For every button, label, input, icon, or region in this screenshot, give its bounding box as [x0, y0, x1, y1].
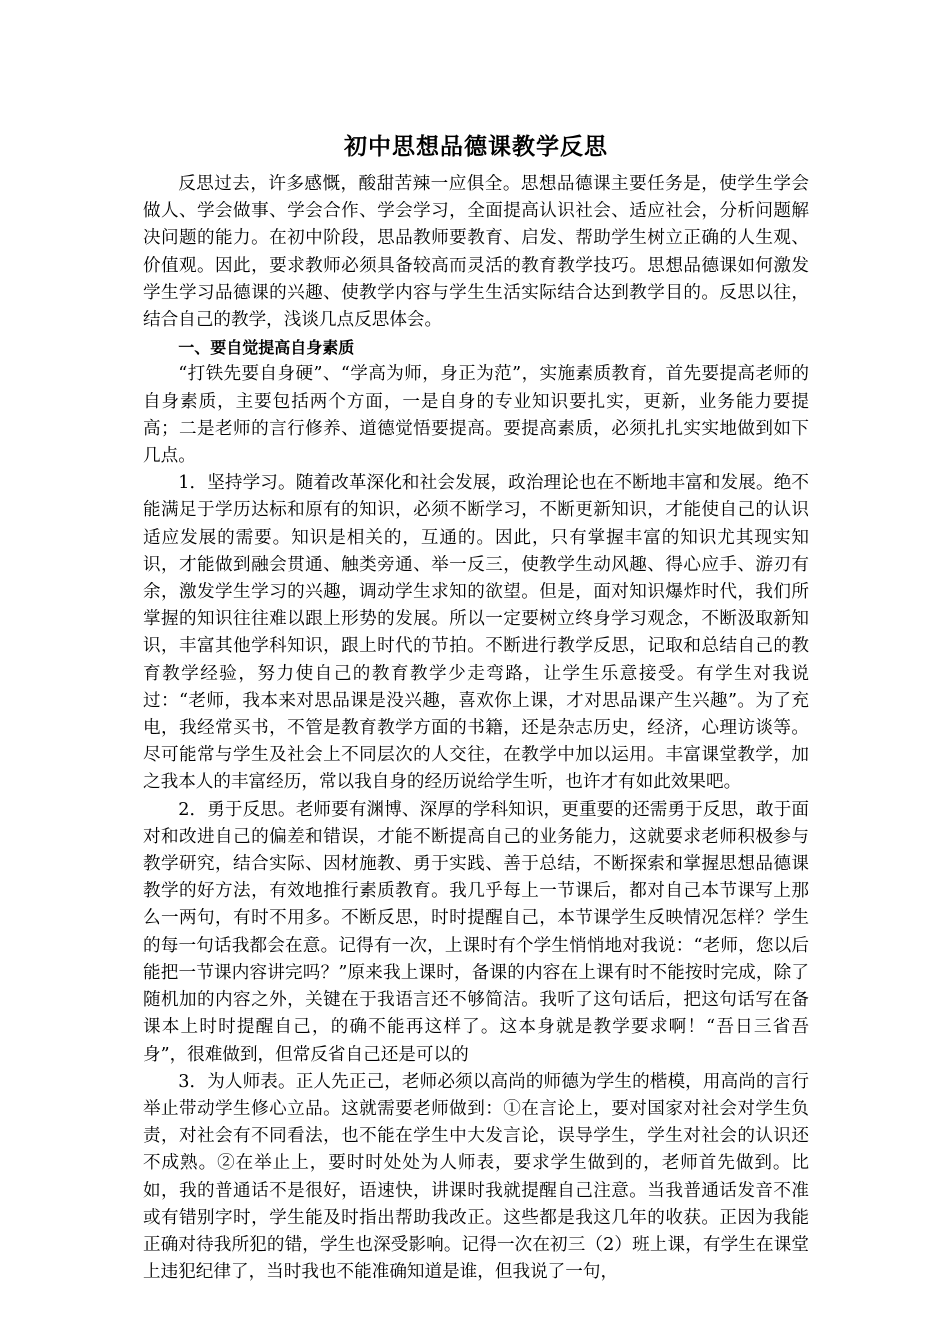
point-1-paragraph: 1．坚持学习。随着改革深化和社会发展，政治理论也在不断地丰富和发展。绝不能满足于学历达标和原有的知识，必须不断学习，不断更新知识，才能使自己的认识适应发展的需要。知识是相关的，互通的。因此，只有掌握丰富的知识尤其现实知识，才能做到融会贯通、触类旁通、举一反三，使教学生动风趣、得心应手、游刃有余，激发学生学习的兴趣，调动学生求知的欲望。但是，面对知识爆炸时代，我们所掌握的知识往往难以跟上形势的发展。所以一定要树立终身学习观念，不断汲取新知识，丰富其他学科知识，跟上时代的节拍。不断进行教学反思，记取和总结自己的教育教学经验，努力使自己的教育教学少走弯路，让学生乐意接受。有学生对我说过：“老师，我本来对思品课是没兴趣，喜欢你上课，才对思品课产生兴趣”。为了充电，我经常买书，不管是教育教学方面的书籍，还是杂志历史，经济，心理访谈等。尽可能常与学生及社会上不同层次的人交往，在教学中加以运用。丰富课堂教学，加之我本人的丰富经历，常以我自身的经历说给学生听，也许才有如此效果吧。: [143, 473, 809, 793]
document-body: [143, 127, 809, 1286]
intro-paragraph: 反思过去，许多感慨，酸甜苦辣一应俱全。思想品德课主要任务是，使学生学会做人、学会做事、学会合作、学会学习，全面提高认识社会、适应社会，分析问题解决问题的能力。在初中阶段，思品教师要教育、启发、帮助学生树立正确的人生观、价值观。因此，要求教师必须具备较高而灵活的教育教学技巧。思想品德课如何激发学生学习品德课的兴趣、使教学内容与学生生活实际结合达到教学目的。反思以往，结合自己的教学，浅谈几点反思体会。: [143, 174, 809, 331]
point-3-paragraph: 3．为人师表。正人先正己，老师必须以高尚的师德为学生的楷模，用高尚的言行举止带动学生修心立品。这就需要老师做到：①在言论上，要对国家对社会对学生负责，对社会有不同看法，也不能在学生中大发言论，误导学生，学生对社会的认识还不成熟。②在举止上，要时时处处为人师表，要求学生做到的，老师首先做到。比如，我的普通话不是很好，语速快，讲课时我就提醒自己注意。当我普通话发音不准或有错别字时，学生能及时指出帮助我改正。这些都是我这几年的收获。正因为我能正确对待我所犯的错，学生也深受影响。记得一次在初三（2）班上课，有学生在课堂上违犯纪律了，当时我也不能准确知道是谁，但我说了一句，: [143, 1071, 809, 1283]
document-title: 初中思想品德课教学反思: [344, 134, 608, 160]
point-2-paragraph: 2．勇于反思。老师要有渊博、深厚的学科知识，更重要的还需勇于反思，敢于面对和改进自己的偏差和错误，才能不断提高自己的业务能力，这就要求老师积极参与教学研究，结合实际、因材施教、勇于实践、善于总结，不断探索和掌握思想品德课教学的好方法，有效地推行素质教育。我几乎每上一节课后，都对自己本节课写上那么一两句，有时不用多。不断反思，时时提醒自己，本节课学生反映情况怎样？学生的每一句话我都会在意。记得有一次，上课时有个学生悄悄地对我说：“老师，您以后能把一节课内容讲完吗？”原来我上课时，备课的内容在上课有时不能按时完成，除了随机加的内容之外，关键在于我语言还不够简洁。我听了这句话后，把这句话写在备课本上时时提醒自己，的确不能再这样了。这本身就是教学要求啊！“吾日三省吾身”，很难做到，但常反省自己还是可以的: [143, 799, 809, 1065]
section-intro-paragraph: “打铁先要自身硬”、“学高为师，身正为范”，实施素质教育，首先要提高老师的自身素质，主要包括两个方面，一是自身的专业知识要扎实，更新，业务能力要提高；二是老师的言行修养、道德觉悟要提高。要提高素质，必须扎扎实实地做到如下几点。: [143, 364, 809, 467]
section-heading: 一、要自觉提高自身素质: [178, 338, 355, 358]
